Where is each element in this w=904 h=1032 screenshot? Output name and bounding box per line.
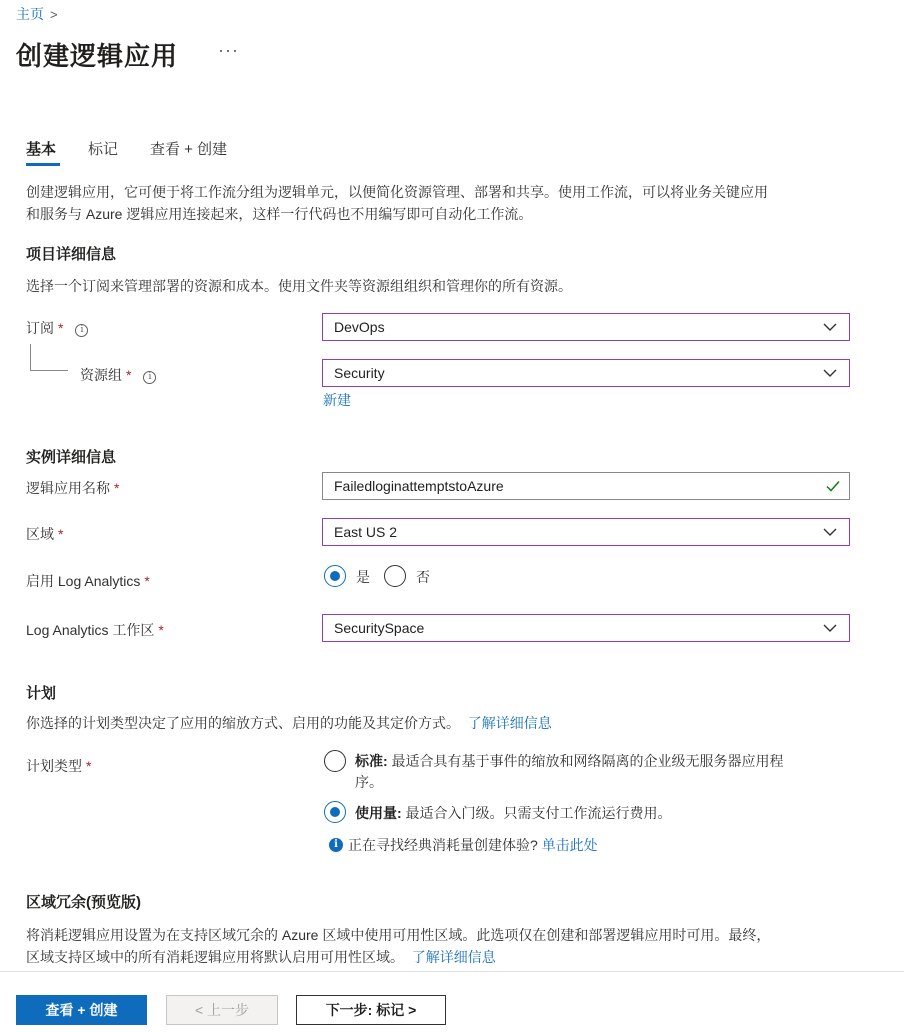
log-analytics-label-text: 启用 Log Analytics — [26, 573, 141, 589]
page-title: 创建逻辑应用 — [16, 41, 179, 71]
plan-standard-radio[interactable] — [324, 750, 346, 772]
required-marker: * — [158, 622, 164, 638]
workspace-dropdown[interactable] — [322, 614, 850, 642]
resource-group-dropdown[interactable] — [322, 359, 850, 387]
app-name-value: FailedloginattemptstoAzure — [334, 478, 504, 494]
subscription-dropdown[interactable] — [322, 313, 850, 341]
subscription-label-text: 订阅 — [26, 320, 54, 336]
plan-consumption-radio[interactable] — [324, 801, 346, 823]
chevron-down-icon — [823, 525, 837, 539]
intro-line-1: 创建逻辑应用，它可便于将工作流分组为逻辑单元，以便简化资源管理、部署和共享。使用工作流，可以将业务关键应用 — [26, 184, 768, 200]
region-label-text: 区域 — [26, 526, 54, 542]
plan-standard-text-cont: 序。 — [355, 774, 383, 790]
app-name-label-text: 逻辑应用名称 — [26, 480, 110, 496]
resource-group-label — [80, 365, 156, 385]
app-name-input[interactable] — [322, 472, 850, 500]
resource-group-label-text: 资源组 — [80, 367, 122, 383]
zone-redundancy-description — [26, 924, 876, 968]
tab-basics[interactable]: 基本 — [26, 141, 57, 158]
project-details-description: 选择一个订阅来管理部署的资源和成本。使用文件夹等资源组组织和管理你的所有资源。 — [26, 278, 572, 294]
zone-redundancy-heading: 区域冗余(预览版) — [26, 894, 141, 911]
breadcrumb-chevron-icon: > — [50, 7, 58, 22]
tree-connector-branch — [30, 370, 68, 371]
tree-connector — [30, 344, 31, 370]
create-new-resource-group-link[interactable]: 新建 — [323, 392, 351, 408]
plan-standard-text: 最适合具有基于事件的缩放和网络隔离的企业级无服务器应用程 — [387, 753, 784, 769]
app-name-label — [26, 478, 119, 498]
classic-consumption-note-text: 正在寻找经典消耗量创建体验? — [348, 837, 538, 853]
subscription-label — [26, 318, 88, 338]
required-marker: * — [58, 526, 64, 542]
plan-standard-label — [355, 751, 835, 793]
resource-group-value: Security — [334, 365, 385, 381]
plan-consumption-text: 最适合入门级。只需支付工作流运行费用。 — [401, 805, 672, 821]
plan-description — [26, 712, 552, 734]
breadcrumb-home-link[interactable]: 主页 — [16, 6, 44, 22]
region-dropdown[interactable] — [322, 518, 850, 546]
required-marker: * — [86, 758, 92, 774]
log-analytics-yes-radio[interactable] — [324, 565, 346, 587]
subscription-value: DevOps — [334, 319, 385, 335]
instance-details-heading: 实例详细信息 — [26, 449, 117, 466]
required-marker: * — [58, 320, 64, 336]
plan-learn-more-link[interactable]: 了解详细信息 — [467, 715, 552, 731]
active-tab-indicator — [26, 163, 60, 166]
classic-consumption-note — [348, 835, 598, 855]
info-icon: i — [329, 838, 343, 852]
zone-line-1: 将消耗逻辑应用设置为在支持区域冗余的 Azure 区域中使用可用性区域。此选项仅在创建和部署逻辑应用时可用。最终， — [26, 927, 771, 943]
more-options-icon[interactable]: ··· — [218, 40, 239, 60]
plan-description-text: 你选择的计划类型决定了应用的缩放方式、启用的功能及其定价方式。 — [26, 715, 460, 731]
info-icon[interactable]: i — [143, 371, 156, 384]
chevron-down-icon — [823, 320, 837, 334]
chevron-down-icon — [823, 366, 837, 380]
required-marker: * — [144, 573, 150, 589]
workspace-label — [26, 620, 164, 640]
project-details-heading: 项目详细信息 — [26, 246, 117, 263]
plan-standard-title: 标准: — [355, 753, 388, 769]
plan-type-label-text: 计划类型 — [26, 758, 82, 774]
tab-review-create[interactable]: 查看 + 创建 — [150, 141, 228, 158]
intro-text — [26, 181, 876, 225]
chevron-down-icon — [823, 621, 837, 635]
workspace-value: SecuritySpace — [334, 620, 425, 636]
previous-button[interactable]: < 上一步 — [166, 995, 278, 1025]
intro-line-2: 和服务与 Azure 逻辑应用连接起来，这样一行代码也不用编写即可自动化工作流。 — [26, 206, 533, 222]
log-analytics-yes-label: 是 — [356, 569, 370, 585]
plan-consumption-label — [355, 803, 835, 824]
log-analytics-no-radio[interactable] — [384, 565, 406, 587]
plan-heading: 计划 — [26, 685, 57, 702]
log-analytics-label — [26, 571, 150, 591]
region-value: East US 2 — [334, 524, 398, 540]
next-button[interactable]: 下一步: 标记 > — [296, 995, 446, 1025]
click-here-link[interactable]: 单击此处 — [541, 837, 598, 853]
footer-divider — [0, 971, 904, 972]
plan-type-label — [26, 756, 91, 776]
checkmark-icon — [825, 478, 841, 494]
required-marker: * — [114, 480, 120, 496]
zone-learn-more-link[interactable]: 了解详细信息 — [411, 949, 496, 965]
required-marker: * — [126, 367, 132, 383]
log-analytics-no-label: 否 — [416, 569, 430, 585]
zone-line-2: 区域支持区域中的所有消耗逻辑应用将默认启用可用性区域。 — [26, 949, 404, 965]
tab-tags[interactable]: 标记 — [88, 141, 119, 158]
region-label — [26, 524, 63, 544]
info-icon[interactable]: i — [75, 324, 88, 337]
breadcrumb — [16, 4, 58, 24]
plan-consumption-title: 使用量: — [355, 805, 402, 821]
workspace-label-text: Log Analytics 工作区 — [26, 622, 155, 638]
review-create-button[interactable]: 查看 + 创建 — [16, 995, 147, 1025]
